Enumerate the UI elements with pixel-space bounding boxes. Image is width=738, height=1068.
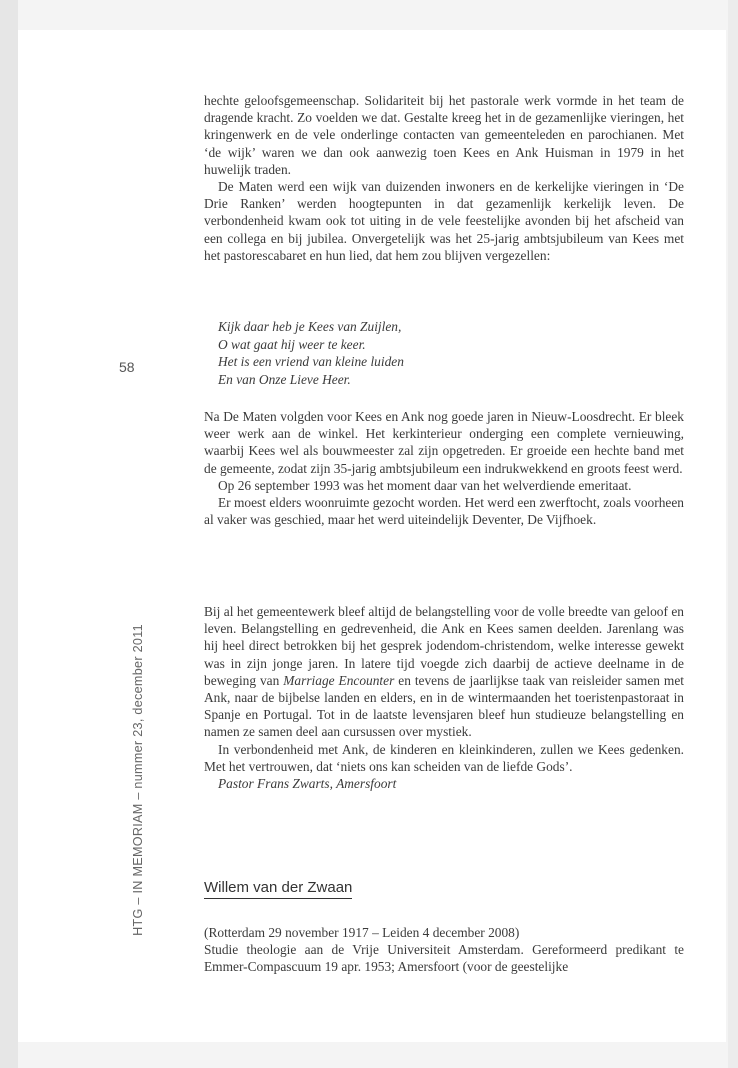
paragraph: [204, 603, 684, 741]
dates-line: (Rotterdam 29 november 1917 – Leiden 4 december 2008): [204, 925, 520, 940]
paragraph: Na De Maten volgden voor Kees en Ank nog goede jaren in Nieuw-Loosdrecht. Er bleek weer werk aan de winkel. Het kerkinterieur onderging een complete vernieuwing, waarbij Kees wel als bouwmeester zal zijn opgetreden. Er groeide een hechte band met de gemeente, zodat zijn 35-jarig ambtsjubileum een indrukwekkend en groots feest werd.: [204, 409, 684, 476]
text-block-3: [204, 603, 684, 792]
paragraph-text: Bij al het gemeentewerk bleef altijd de belangstelling voor de volle breedte van geloof en leven. Belangstelling en gedrevenheid, die Ank en Kees samen deelden. Jarenlang was hij heel direct betrokken bij het gesprek jodendom-christendom, welke interesse gewekt was in zijn jonge jaren. In latere tijd voegde zich daarbij de actieve deelname in de beweging van: [204, 604, 684, 688]
poem-line: O wat gaat hij weer te keer.: [218, 336, 366, 352]
running-head-text: HTG – IN MEMORIAM – nummer 23, december 2011: [131, 624, 145, 936]
paragraph: Er moest elders woonruimte gezocht worden. Het werd een zwerftocht, zoals voorheen al vaker was geschied, maar het werd uiteindelijk Deventer, De Vijfhoek.: [204, 495, 684, 528]
poem-line: Het is een vriend van kleine luiden: [218, 354, 404, 370]
poem: [218, 318, 404, 388]
section-heading: Willem van der Zwaan: [204, 879, 352, 899]
paragraph: Studie theologie aan de Vrije Universiteit Amsterdam. Gereformeerd predikant te Emmer-Compascuum 19 apr. 1953; Amersfoort (voor de geestelijke: [204, 942, 684, 975]
paragraph: Op 26 september 1993 was het moment daar van het welverdiende emeritaat.: [218, 477, 632, 493]
text-block-1: [204, 92, 684, 264]
text-block-4: [204, 924, 684, 976]
text-block-2: [204, 408, 684, 528]
paragraph: In verbondenheid met Ank, de kinderen en kleinkinderen, zullen we Kees gedenken. Met het vertrouwen, dat ‘niets ons kan scheiden van de liefde Gods’.: [204, 741, 684, 774]
poem-line: En van Onze Lieve Heer.: [218, 371, 351, 387]
paragraph: De Maten werd een wijk van duizenden inwoners en de kerkelijke vieringen in ‘De Drie Ranken’ werden hoogtepunten in dat gezamenlijk kerkelijk leven. De verbondenheid kwam ook tot uiting in de vele feestelijke avonden bij het afscheid van een collega en bij jubilea. Onvergetelijk was het 25-jarig ambtsjubileum van Kees met het pastorescabaret en hun lied, dat hem zou blijven vergezellen:: [204, 179, 684, 263]
scan-edge-right: [728, 0, 738, 1068]
scan-edge-left: [0, 0, 18, 1068]
italic-term: Marriage Encounter: [283, 672, 395, 688]
signature: Pastor Frans Zwarts, Amersfoort: [218, 776, 397, 792]
paragraph-text: en tevens de jaarlijkse taak van reisleider samen met Ank, naar de bijbelse landen en elders, en in de wintermaanden het toeristenpastoraat in Spanje en Portugal. Tot in de laatste levensjaren bleef hun studieuze belangstelling en namen ze samen deel aan cursussen over mystiek.: [204, 672, 684, 740]
paragraph: hechte geloofsgemeenschap. Solidariteit bij het pastorale werk vormde in het team de dragende kracht. Zo voelden we dat. Gestalte kreeg het in de gezamenlijke vieringen, het kringenwerk en de vele onderlinge contacten van gemeenteleden en parochianen. Met ‘de wijk’ waren we dan ook aanwezig toen Kees en Ank Huisman in 1979 in het huwelijk traden.: [204, 93, 684, 177]
page-number: 58: [119, 359, 135, 375]
poem-line: Kijk daar heb je Kees van Zuijlen,: [218, 319, 402, 334]
